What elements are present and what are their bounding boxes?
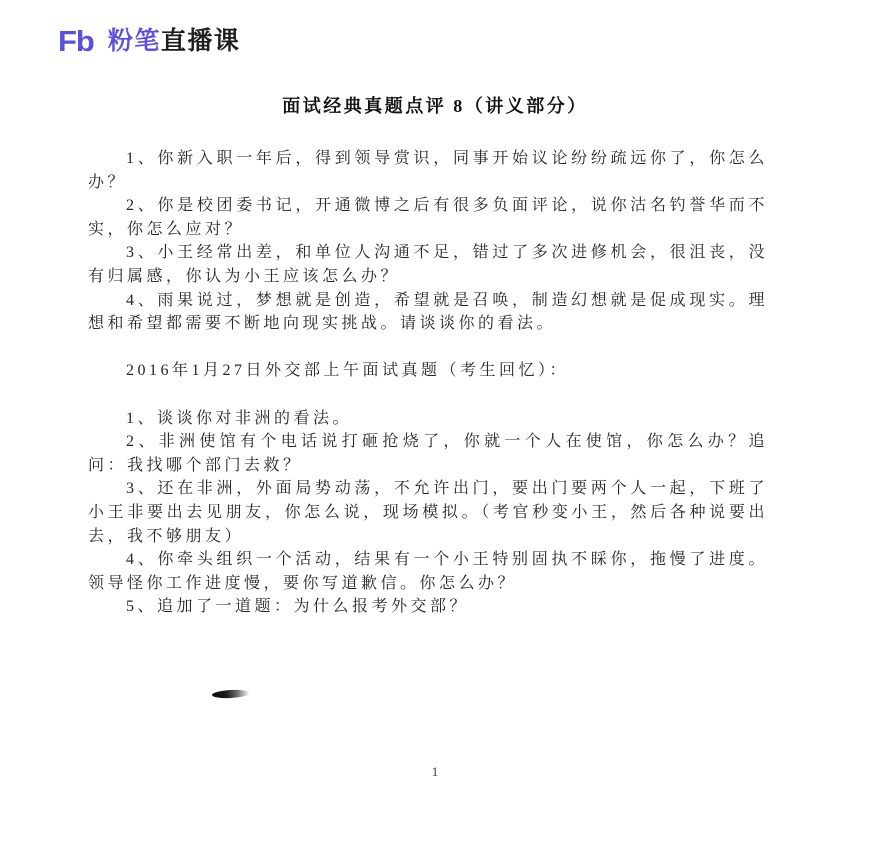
question-paragraph: 1、谈谈你对非洲的看法。 [126,409,353,427]
question-paragraph: 3、小王经常出差，和单位人沟通不足，错过了多次进修机会，很沮丧，没有归属感，你认为小王应该怎么办？ [88,244,768,285]
page-title: 面试经典真题点评 8（讲义部分） [282,96,588,116]
question-paragraph: 5、追加了一道题：为什么报考外交部？ [126,598,470,616]
brand-name-secondary: 直播课 [160,27,241,55]
document-body [88,147,768,619]
question-paragraph: 1、你新入职一年后，得到领导赏识，同事开始议论纷纷疏远你了，你怎么办？ [88,150,768,191]
ink-smudge [212,689,250,699]
question-paragraph: 4、你牵头组织一个活动，结果有一个小王特别固执不睬你，拖慢了进度。领导怪你工作进度慢，要你写道歉信。你怎么办？ [88,551,768,592]
question-paragraph: 2、你是校团委书记，开通微博之后有很多负面评论，说你沽名钓誉华而不实，你怎么应对？ [88,197,768,238]
brand-name [108,29,241,54]
section-heading: 2016年1月27日外交部上午面试真题（考生回忆）： [126,362,570,380]
question-paragraph: 4、雨果说过，梦想就是创造，希望就是召唤，制造幻想就是促成现实。理想和希望都需要不断地向现实挑战。请谈谈你的看法。 [88,291,768,333]
page-number: 1 [431,764,439,779]
question-paragraph: 3、还在非洲，外面局势动荡，不允许出门，要出门要两个人一起，下班了小王非要出去见朋友，你怎么说，现场模拟。（考官秒变小王，然后各种说要出去，我不够朋友） [88,480,768,545]
brand-name-primary: 粉笔 [107,27,161,55]
question-paragraph: 2、非洲使馆有个电话说打砸抢烧了，你就一个人在使馆，你怎么办？追问：我找哪个部门去救？ [88,433,768,474]
fenbi-logo-icon: Fb [58,25,94,58]
brand-header [58,26,240,57]
